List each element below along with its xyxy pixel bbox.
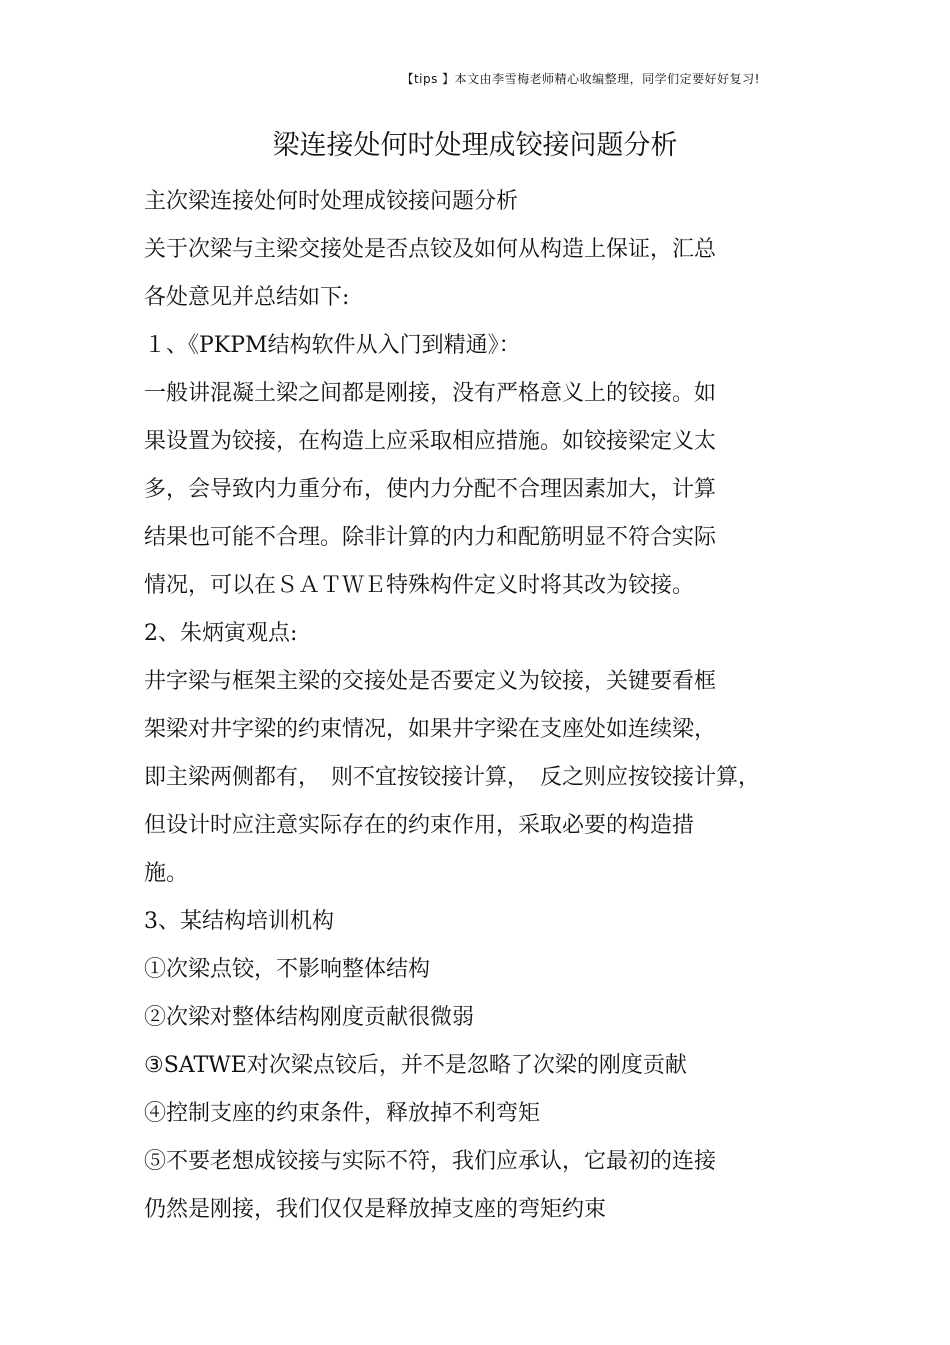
body-line: 一般讲混凝土梁之间都是刚接，没有严格意义上的铰接。如: [144, 381, 717, 406]
body-line: 架梁对井字梁的约束情况，如果井字梁在支座处如连续梁，: [144, 717, 717, 742]
body-line: 情况，可以在ＳＡＴＷＥ特殊构件定义时将其改为铰接。: [144, 573, 695, 598]
body-line: ⑤不要老想成铰接与实际不符，我们应承认，它最初的连接: [144, 1149, 717, 1174]
body-line: ①次梁点铰，不影响整体结构: [144, 957, 431, 982]
body-line: 井字梁与框架主梁的交接处是否要定义为铰接，关键要看框: [144, 669, 717, 694]
body-line: 即主梁两侧都有， 则不宜按铰接计算， 反之则应按铰接计算，: [144, 765, 761, 790]
document-title: 梁连接处何时处理成铰接问题分析: [272, 130, 678, 161]
body-line: ②次梁对整体结构刚度贡献很微弱: [144, 1005, 475, 1030]
body-line: 多，会导致内力重分布，使内力分配不合理因素加大，计算: [144, 477, 717, 502]
tips-header: 【tips 】本文由李雪梅老师精心收编整理，同学们定要好好复习!: [401, 72, 760, 86]
body-line: 3、某结构培训机构: [144, 909, 334, 934]
body-line: 但设计时应注意实际存在的约束作用，采取必要的构造措: [144, 813, 695, 838]
body-line: 2、朱炳寅观点:: [144, 621, 298, 646]
body-line: １、《PKPM结构软件从入门到精通》：: [144, 333, 521, 358]
body-line: ④控制支座的约束条件，释放掉不利弯矩: [144, 1101, 541, 1126]
body-line: 果设置为铰接，在构造上应采取相应措施。如铰接梁定义太: [144, 429, 717, 454]
body-line: 施。: [144, 861, 189, 886]
body-line: 各处意见并总结如下:: [144, 285, 350, 310]
body-line: 主次梁连接处何时处理成铰接问题分析: [144, 189, 519, 214]
body-line: 仍然是刚接，我们仅仅是释放掉支座的弯矩约束: [144, 1197, 607, 1222]
body-line: ③SATWE对次梁点铰后，并不是忽略了次梁的刚度贡献: [144, 1053, 687, 1078]
body-line: 关于次梁与主梁交接处是否点铰及如何从构造上保证，汇总: [144, 237, 717, 262]
body-line: 结果也可能不合理。除非计算的内力和配筋明显不符合实际: [144, 525, 717, 550]
